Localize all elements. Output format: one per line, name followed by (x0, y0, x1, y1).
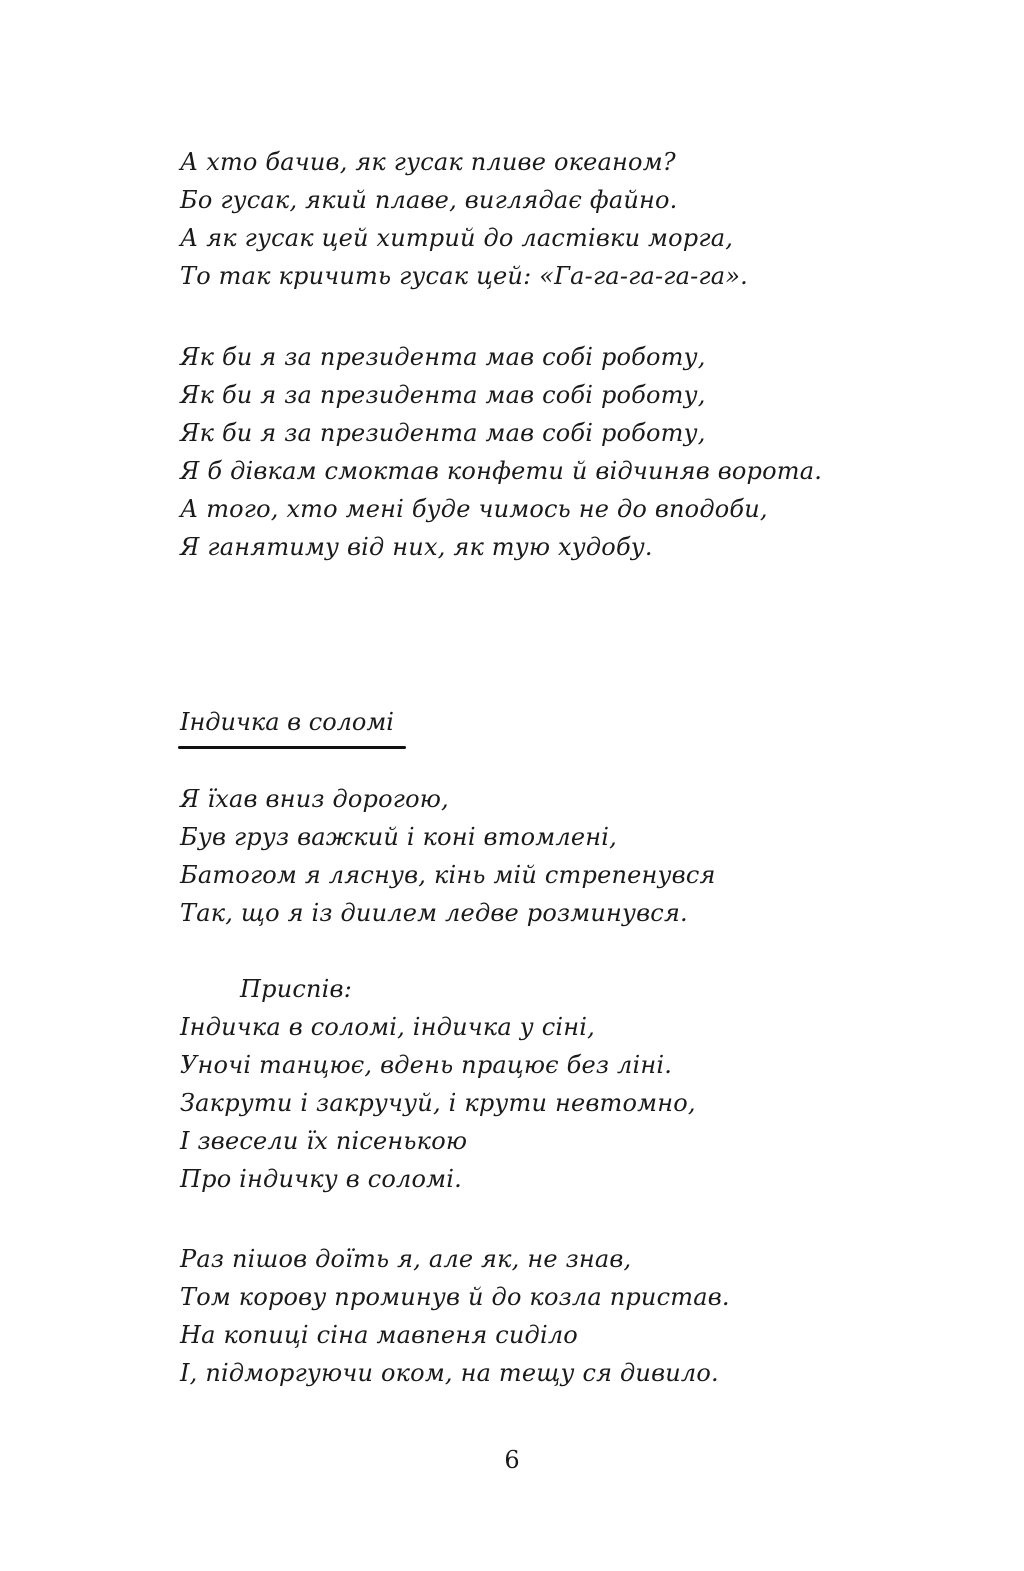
verse-2 (180, 1240, 880, 1392)
verse-line: Я б дівкам смоктав конфети й відчиняв ворота. (180, 457, 823, 485)
verse-line: Як би я за президента мав собі роботу, (180, 419, 706, 447)
chorus-line: Про індичку в соломі. (180, 1165, 462, 1193)
stanza-president (180, 338, 880, 566)
chorus-label: Приспів: (240, 975, 352, 1003)
verse-line: Я їхав вниз дорогою, (180, 785, 449, 813)
verse-line: Був груз важкий і коні втомлені, (180, 823, 617, 851)
page-number: 6 (504, 1446, 520, 1474)
verse-line: А хто бачив, як гусак пливе океаном? (180, 148, 676, 176)
chorus-line: Закрути і закручуй, і крути невтомно, (180, 1089, 696, 1117)
title-underline (178, 746, 406, 749)
verse-line: Як би я за президента мав собі роботу, (180, 381, 706, 409)
verse-line: Так, що я із диилем ледве розминувся. (180, 899, 688, 927)
chorus (180, 970, 880, 1198)
verse-line: То так кричить гусак цей: «Га-га-га-га-га». (180, 262, 748, 290)
verse-line: Батогом я ляснув, кінь мій стрепенувся (180, 861, 716, 889)
song-title: Індичка в соломі (180, 708, 394, 736)
verse-1 (180, 780, 880, 932)
verse-line: Бо гусак, який плаве, виглядає файно. (180, 186, 678, 214)
chorus-line: Індичка в соломі, індичка у сіні, (180, 1013, 595, 1041)
verse-line: Раз пішов доїть я, але як, не знав, (180, 1245, 632, 1273)
verse-line: Я ганятиму від них, як тую худобу. (180, 533, 653, 561)
chorus-line: І звесели їх пісенькою (180, 1127, 468, 1155)
verse-line: Том корову проминув й до козла пристав. (180, 1283, 730, 1311)
verse-line: А того, хто мені буде чимось не до вподоби, (180, 495, 768, 523)
verse-line: А як гусак цей хитрий до ластівки морга, (180, 224, 734, 252)
chorus-line: Уночі танцює, вдень працює без ліні. (180, 1051, 673, 1079)
verse-line: На копиці сіна мавпеня сиділо (180, 1321, 578, 1349)
verse-line: Як би я за президента мав собі роботу, (180, 343, 706, 371)
verse-line: І, підморгуючи оком, на тещу ся дивило. (180, 1359, 719, 1387)
stanza-gusak (180, 143, 880, 295)
